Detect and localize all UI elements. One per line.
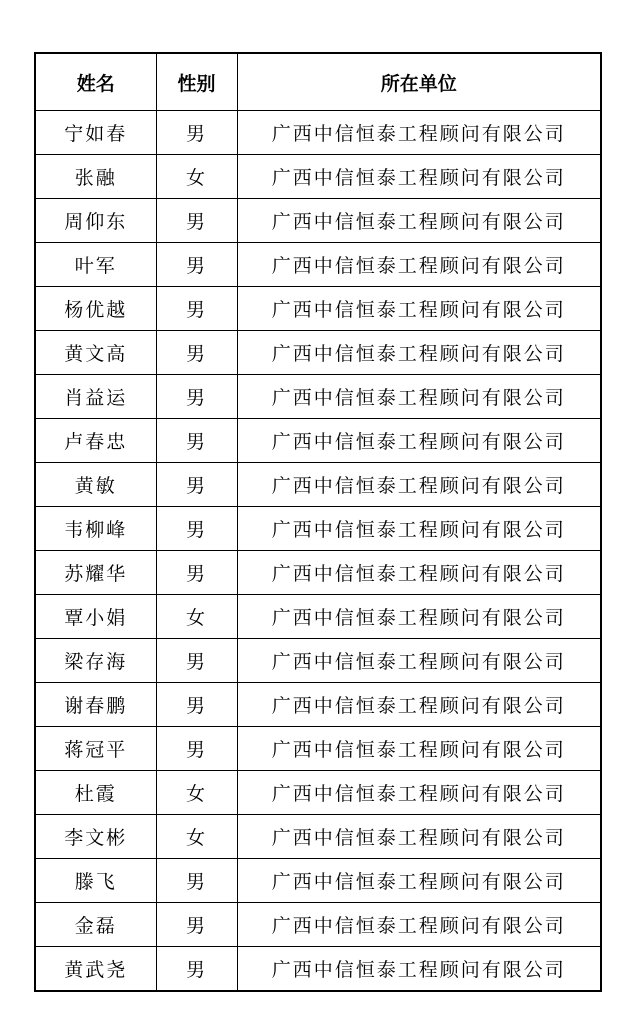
cell-name: 卢春忠 bbox=[35, 419, 156, 463]
table-row bbox=[35, 639, 601, 683]
cell-name: 黄武尧 bbox=[35, 947, 156, 992]
cell-unit: 广西中信恒泰工程顾问有限公司 bbox=[237, 111, 601, 155]
cell-unit: 广西中信恒泰工程顾问有限公司 bbox=[237, 551, 601, 595]
cell-gender: 男 bbox=[156, 243, 237, 287]
cell-name: 苏耀华 bbox=[35, 551, 156, 595]
personnel-table bbox=[34, 52, 602, 992]
table-row bbox=[35, 199, 601, 243]
cell-unit: 广西中信恒泰工程顾问有限公司 bbox=[237, 815, 601, 859]
cell-gender: 男 bbox=[156, 727, 237, 771]
table-row bbox=[35, 331, 601, 375]
cell-gender: 女 bbox=[156, 595, 237, 639]
cell-gender: 男 bbox=[156, 859, 237, 903]
table-row bbox=[35, 155, 601, 199]
cell-name: 滕飞 bbox=[35, 859, 156, 903]
cell-gender: 男 bbox=[156, 507, 237, 551]
cell-name: 梁存海 bbox=[35, 639, 156, 683]
cell-gender: 男 bbox=[156, 463, 237, 507]
table-row bbox=[35, 375, 601, 419]
cell-unit: 广西中信恒泰工程顾问有限公司 bbox=[237, 331, 601, 375]
table-row bbox=[35, 243, 601, 287]
table-row bbox=[35, 551, 601, 595]
cell-gender: 男 bbox=[156, 947, 237, 992]
table-row bbox=[35, 771, 601, 815]
cell-unit: 广西中信恒泰工程顾问有限公司 bbox=[237, 727, 601, 771]
cell-name: 黄文高 bbox=[35, 331, 156, 375]
table-row bbox=[35, 903, 601, 947]
cell-name: 覃小娟 bbox=[35, 595, 156, 639]
cell-unit: 广西中信恒泰工程顾问有限公司 bbox=[237, 683, 601, 727]
cell-unit: 广西中信恒泰工程顾问有限公司 bbox=[237, 947, 601, 992]
table-row bbox=[35, 419, 601, 463]
cell-unit: 广西中信恒泰工程顾问有限公司 bbox=[237, 419, 601, 463]
cell-gender: 男 bbox=[156, 331, 237, 375]
table-row bbox=[35, 815, 601, 859]
cell-unit: 广西中信恒泰工程顾问有限公司 bbox=[237, 639, 601, 683]
table-row bbox=[35, 683, 601, 727]
cell-unit: 广西中信恒泰工程顾问有限公司 bbox=[237, 595, 601, 639]
table-row bbox=[35, 463, 601, 507]
table-body bbox=[35, 111, 601, 992]
table-row bbox=[35, 727, 601, 771]
cell-unit: 广西中信恒泰工程顾问有限公司 bbox=[237, 375, 601, 419]
cell-name: 金磊 bbox=[35, 903, 156, 947]
cell-unit: 广西中信恒泰工程顾问有限公司 bbox=[237, 287, 601, 331]
table-row bbox=[35, 595, 601, 639]
header-gender: 性别 bbox=[156, 53, 237, 111]
cell-name: 蒋冠平 bbox=[35, 727, 156, 771]
cell-gender: 男 bbox=[156, 419, 237, 463]
cell-gender: 男 bbox=[156, 551, 237, 595]
cell-unit: 广西中信恒泰工程顾问有限公司 bbox=[237, 507, 601, 551]
cell-unit: 广西中信恒泰工程顾问有限公司 bbox=[237, 463, 601, 507]
cell-name: 韦柳峰 bbox=[35, 507, 156, 551]
cell-unit: 广西中信恒泰工程顾问有限公司 bbox=[237, 199, 601, 243]
table-row bbox=[35, 287, 601, 331]
cell-gender: 女 bbox=[156, 815, 237, 859]
cell-unit: 广西中信恒泰工程顾问有限公司 bbox=[237, 771, 601, 815]
cell-unit: 广西中信恒泰工程顾问有限公司 bbox=[237, 903, 601, 947]
cell-gender: 男 bbox=[156, 683, 237, 727]
cell-gender: 男 bbox=[156, 903, 237, 947]
cell-name: 张融 bbox=[35, 155, 156, 199]
cell-name: 肖益运 bbox=[35, 375, 156, 419]
cell-name: 叶军 bbox=[35, 243, 156, 287]
cell-unit: 广西中信恒泰工程顾问有限公司 bbox=[237, 243, 601, 287]
cell-unit: 广西中信恒泰工程顾问有限公司 bbox=[237, 859, 601, 903]
table-row bbox=[35, 859, 601, 903]
cell-name: 李文彬 bbox=[35, 815, 156, 859]
cell-name: 黄敏 bbox=[35, 463, 156, 507]
cell-name: 谢春鹏 bbox=[35, 683, 156, 727]
table-row bbox=[35, 111, 601, 155]
cell-name: 杨优越 bbox=[35, 287, 156, 331]
cell-name: 周仰东 bbox=[35, 199, 156, 243]
cell-gender: 女 bbox=[156, 155, 237, 199]
header-name: 姓名 bbox=[35, 53, 156, 111]
cell-unit: 广西中信恒泰工程顾问有限公司 bbox=[237, 155, 601, 199]
cell-gender: 男 bbox=[156, 111, 237, 155]
cell-gender: 男 bbox=[156, 287, 237, 331]
cell-gender: 女 bbox=[156, 771, 237, 815]
cell-name: 杜霞 bbox=[35, 771, 156, 815]
table-row bbox=[35, 947, 601, 992]
table-header-row bbox=[35, 53, 601, 111]
cell-gender: 男 bbox=[156, 375, 237, 419]
cell-gender: 男 bbox=[156, 199, 237, 243]
table-row bbox=[35, 507, 601, 551]
header-unit: 所在单位 bbox=[237, 53, 601, 111]
cell-name: 宁如春 bbox=[35, 111, 156, 155]
cell-gender: 男 bbox=[156, 639, 237, 683]
